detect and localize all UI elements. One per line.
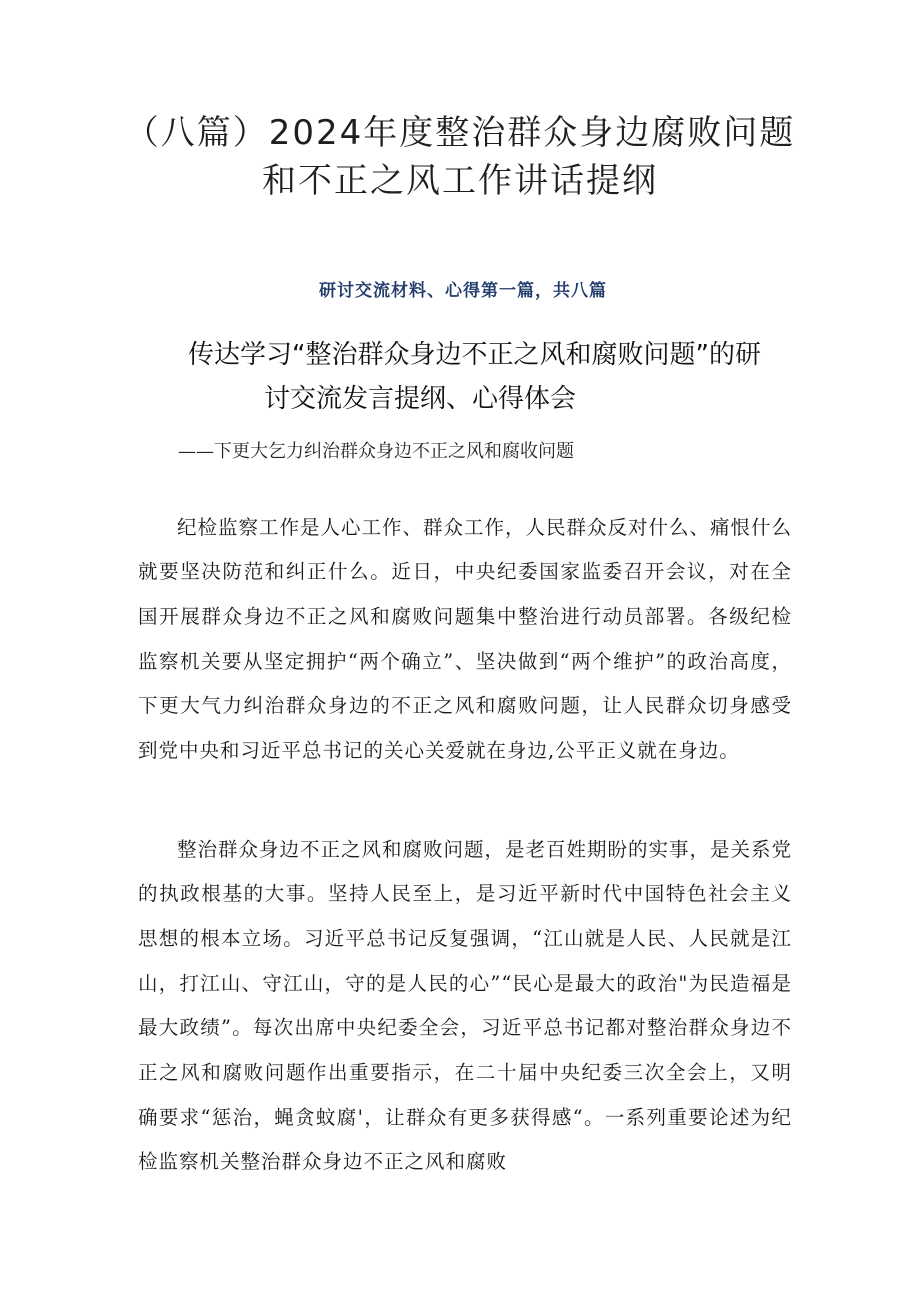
body-paragraph: 整治群众身边不正之风和腐败问题，是老百姓期盼的实事，是关系党的执政根基的大事。坚持人民至上，是习近平新时代中国特色社会主义思想的根本立场。习近平总书记反复强调，“江山就是人民、人民就是江山，打江山、守江山，守的是人民的心”“民心是最大的政治"为民造福是最大政绩”。每次出席中央纪委全会，习近平总书记都对整治群众身边不正之风和腐败问题作出重要指示，在二十届中央纪委三次全会上，又明确要求“惩治，蝇贪蚊腐'，让群众有更多获得感“。一系列重要论述为纪检监察机关整治群众身边不正之风和腐败	[138, 837, 793, 1174]
body-paragraph: 纪检监察工作是人心工作、群众工作，人民群众反对什么、痛恨什么就要坚决防范和纠正什么。近日，中央纪委国家监委召开会议，对在全国开展群众身边不正之风和腐败问题集中整治进行动员部署。各级纪检监察机关要从坚定拥护“两个确立”、坚决做到“两个维护”的政治高度，下更大气力纠治群众身边的不正之风和腐败问题，让人民群众切身感受到党中央和习近平总书记的关心关爱就在身边,公平正义就在身边。	[138, 515, 793, 763]
article-subtitle: ——下更大乞力纠治群众身边不正之风和腐收问题	[178, 441, 574, 462]
document-title-line-1: （八篇）2024年度整治群众身边腐败问题	[124, 113, 796, 153]
article-heading-line-2: 讨交流发言提纲、心得体会	[264, 384, 577, 414]
article-heading-line-1: 传达学习“整治群众身边不正之风和腐败问题”的研	[188, 340, 761, 370]
document-title-line-2: 和不正之风工作讲话提纲	[262, 161, 658, 201]
section-label: 研讨交流材料、心得第一篇，共八篇	[319, 281, 607, 301]
